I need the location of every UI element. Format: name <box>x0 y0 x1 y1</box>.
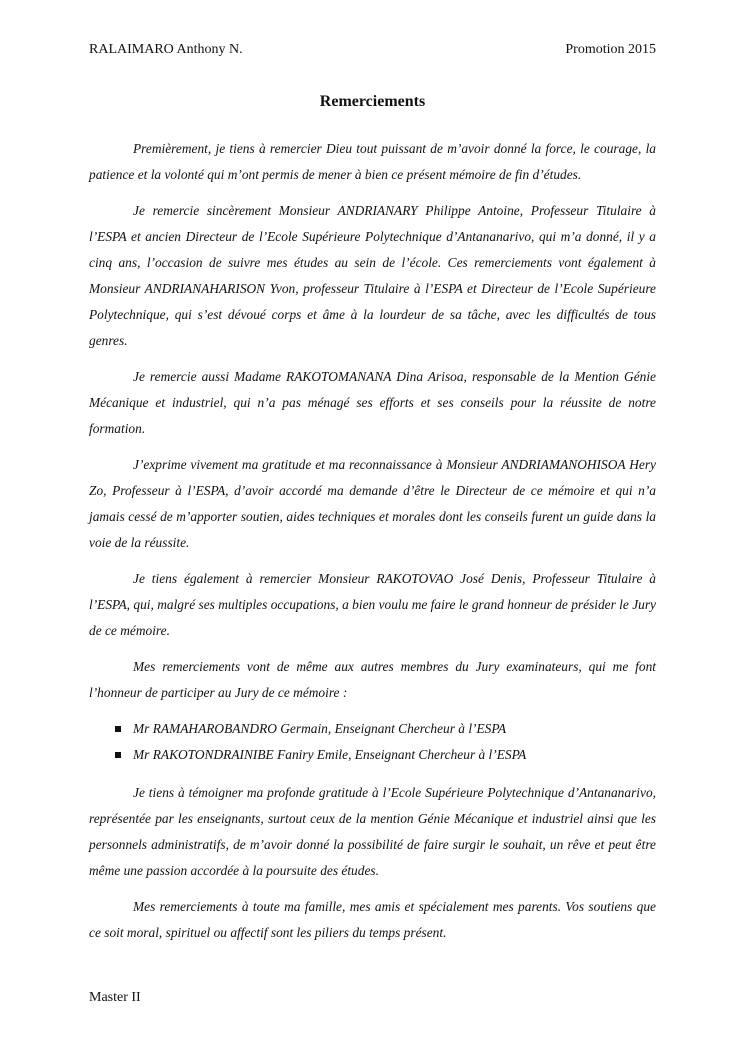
document-body <box>89 136 656 956</box>
page-footer: Master II <box>89 990 141 1005</box>
square-bullet-icon <box>115 752 121 758</box>
jury-list <box>89 716 656 768</box>
list-item <box>115 742 656 768</box>
paragraph: Je tiens à témoigner ma profonde gratitude à l’Ecole Supérieure Polytechnique d’Antananarivo, représentée par les enseignants, surtout ceux de la mention Génie Mécanique et industriel ainsi que les personnels administratifs, de m’avoir donné la possibilité de faire surgir le souhait, un rêve et peut être même une passion accordée à la poursuite des études. <box>89 785 656 878</box>
jury-member: Mr RAMAHAROBANDRO Germain, Enseignant Chercheur à l’ESPA <box>133 721 507 736</box>
paragraph: Mes remerciements vont de même aux autres membres du Jury examinateurs, qui me font l’honneur de participer au Jury de ce mémoire : <box>89 659 656 700</box>
list-item <box>115 716 656 742</box>
header-promotion: Promotion 2015 <box>565 42 656 57</box>
paragraph: Je tiens également à remercier Monsieur RAKOTOVAO José Denis, Professeur Titulaire à l’ESPA, qui, malgré ses multiples occupations, a bien voulu me faire le grand honneur de présider le Jury de ce mémoire. <box>89 571 656 638</box>
jury-member: Mr RAKOTONDRAINIBE Faniry Emile, Enseignant Chercheur à l’ESPA <box>133 747 527 762</box>
paragraph: Mes remerciements à toute ma famille, mes amis et spécialement mes parents. Vos soutiens que ce soit moral, spirituel ou affectif sont les piliers du temps présent. <box>89 899 656 940</box>
paragraph: Premièrement, je tiens à remercier Dieu tout puissant de m’avoir donné la force, le courage, la patience et la volonté qui m’ont permis de mener à bien ce présent mémoire de fin d’études. <box>89 141 656 182</box>
paragraph: J’exprime vivement ma gratitude et ma reconnaissance à Monsieur ANDRIAMANOHISOA Hery Zo, Professeur à l’ESPA, d’avoir accordé ma demande d’être le Directeur de ce mémoire et qui n’a jamais cessé de m’apporter soutien, aides techniques et morales dont les conseils furent un guide dans la voie de la réussite. <box>89 457 656 550</box>
page-title: Remerciements <box>319 93 426 110</box>
paragraph: Je remercie aussi Madame RAKOTOMANANA Dina Arisoa, responsable de la Mention Génie Mécanique et industriel, qui n’a pas ménagé ses efforts et ses conseils pour la réussite de notre formation. <box>89 369 656 436</box>
square-bullet-icon <box>115 726 121 732</box>
header-author: RALAIMARO Anthony N. <box>89 42 243 57</box>
page-header <box>89 42 656 58</box>
paragraph: Je remercie sincèrement Monsieur ANDRIANARY Philippe Antoine, Professeur Titulaire à l’ESPA et ancien Directeur de l’Ecole Supérieure Polytechnique d’Antananarivo, qui m’a donné, il y a cinq ans, l’occasion de suivre mes études au sein de l’école. Ces remerciements vont également à Monsieur ANDRIANAHARISON Yvon, professeur Titulaire à l’ESPA et Directeur de l’Ecole Supérieure Polytechnique, qui s’est dévoué corps et âme à la lourdeur de sa tâche, avec les difficultés de tous genres. <box>89 203 656 348</box>
